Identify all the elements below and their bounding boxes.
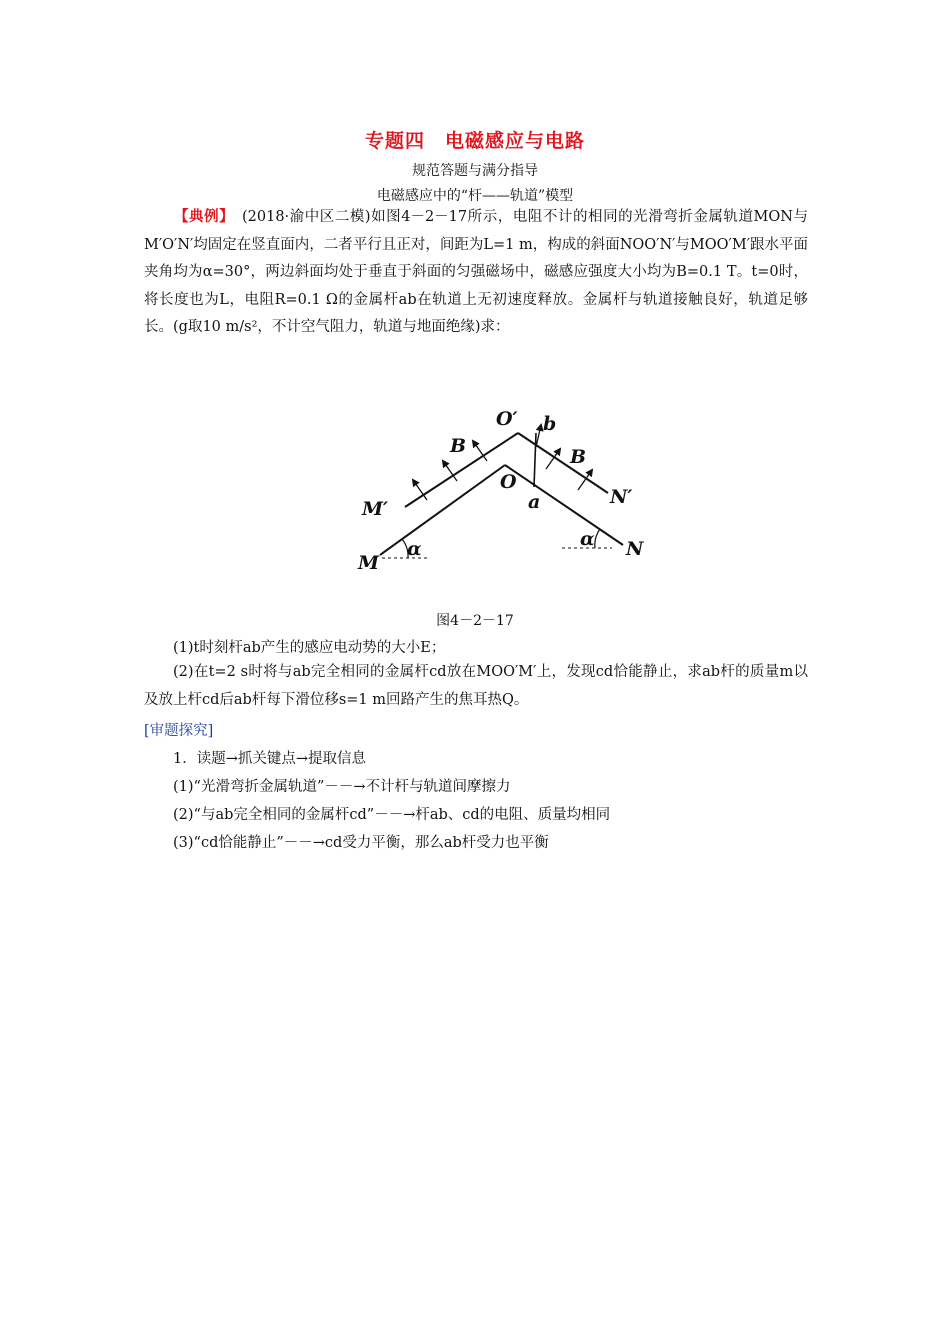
rail-front-right (505, 465, 623, 545)
question-1: (1)t时刻杆ab产生的感应电动势的大小E； (173, 640, 446, 656)
analysis-item-2: (2)“与ab完全相同的金属杆cd”－－→杆ab、cd的电阻、质量均相同 (173, 807, 611, 823)
analysis-item-3: (3)“cd恰能静止”－－→cd受力平衡，那么ab杆受力也平衡 (173, 835, 549, 851)
label-O-prime: O′ (496, 408, 518, 430)
label-M-prime: M′ (362, 498, 389, 520)
rail-diagram (350, 395, 660, 580)
rail-front-left (380, 465, 505, 555)
rod-ab (534, 433, 536, 487)
analysis-step-1: 1．读题→抓关键点→提取信息 (173, 751, 367, 767)
model-subtitle: 电磁感应中的“杆——轨道”模型 (376, 188, 574, 204)
label-N-prime: N′ (610, 486, 633, 508)
example-paragraph (144, 203, 808, 342)
label-b: b (543, 413, 557, 435)
label-a: a (528, 491, 541, 513)
label-B-left: B (450, 435, 467, 457)
section-subtitle: 规范答题与满分指导 (412, 163, 538, 179)
analysis-item-1: (1)“光滑弯折金属轨道”－－→不计杆与轨道间摩擦力 (173, 779, 511, 795)
example-tag: 【典例】 (174, 208, 227, 225)
figure-caption: 图4－2－17 (436, 613, 514, 629)
label-alpha-right: α (580, 528, 595, 550)
question-2: (2)在t=2 s时将与ab完全相同的金属杆cd放在MOO′M′上，发现cd恰能静止，求ab杆的质量m以及放上杆cd后ab杆每下滑位移s=1 m回路产生的焦耳热Q。 (144, 664, 808, 708)
page-title: 专题四 电磁感应与电路 (364, 130, 585, 152)
label-alpha-left: α (407, 538, 422, 560)
label-O: O (500, 471, 517, 493)
label-B-right: B (570, 446, 587, 468)
label-M: M (358, 552, 380, 574)
label-N: N (626, 538, 644, 560)
rod-b-arrow (536, 425, 541, 447)
analysis-tag: [审题探究] (144, 723, 214, 739)
example-text: (2018·渝中区二模)如图4－2－17所示，电阻不计的相同的光滑弯折金属轨道MON与M′O′N′均固定在竖直面内，二者平行且正对，间距为L=1 m，构成的斜面NOO′N′与MOO′M′跟水平面夹角均为α=30°，两边斜面均处于垂直于斜面的匀强磁场中，磁感应强度大小均为B=0.1 T。t=0时，将长度也为L，电阻R=0.1 Ω的金属杆ab在轨道上无初速度释放。金属杆与轨道接触良好，轨道足够长。(g取10 m/s²，不计空气阻力，轨道与地面绝缘)求： (144, 209, 808, 335)
angle-arc-right (595, 529, 600, 548)
